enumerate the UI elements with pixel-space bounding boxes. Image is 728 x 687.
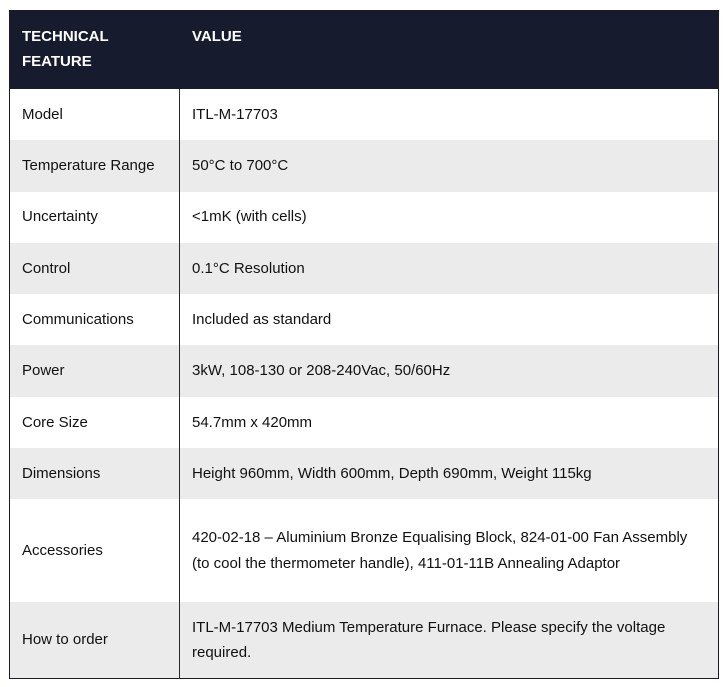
value-cell: 54.7mm x 420mm bbox=[180, 397, 719, 448]
header-row bbox=[10, 10, 719, 89]
feature-cell: Power bbox=[10, 345, 180, 396]
table-row bbox=[10, 243, 719, 294]
value-cell: 0.1°C Resolution bbox=[180, 243, 719, 294]
table-row bbox=[10, 602, 719, 678]
feature-cell: Core Size bbox=[10, 397, 180, 448]
feature-cell: Temperature Range bbox=[10, 140, 180, 191]
table-header bbox=[10, 10, 719, 89]
table-row bbox=[10, 499, 719, 602]
feature-cell: Accessories bbox=[10, 499, 180, 602]
table-row bbox=[10, 89, 719, 140]
table-row bbox=[10, 140, 719, 191]
value-cell: Height 960mm, Width 600mm, Depth 690mm, Weight 115kg bbox=[180, 448, 719, 499]
table-body bbox=[10, 89, 719, 678]
feature-cell: Uncertainty bbox=[10, 192, 180, 243]
table-row bbox=[10, 192, 719, 243]
value-cell: ITL-M-17703 bbox=[180, 89, 719, 140]
header-value: VALUE bbox=[180, 10, 719, 89]
table-row bbox=[10, 294, 719, 345]
value-cell: 3kW, 108-130 or 208-240Vac, 50/60Hz bbox=[180, 345, 719, 396]
value-cell: ITL-M-17703 Medium Temperature Furnace. Please specify the voltage required. bbox=[180, 602, 719, 678]
value-cell: 420-02-18 – Aluminium Bronze Equalising Block, 824-01-00 Fan Assembly (to cool the thermometer handle), 411-01-11B Annealing Adaptor bbox=[180, 499, 719, 602]
table-row bbox=[10, 397, 719, 448]
header-technical-feature: TECHNICAL FEATURE bbox=[10, 10, 180, 89]
value-cell: 50°C to 700°C bbox=[180, 140, 719, 191]
value-cell: Included as standard bbox=[180, 294, 719, 345]
feature-cell: Control bbox=[10, 243, 180, 294]
feature-cell: Dimensions bbox=[10, 448, 180, 499]
feature-cell: How to order bbox=[10, 602, 180, 678]
feature-cell: Model bbox=[10, 89, 180, 140]
table-row bbox=[10, 345, 719, 396]
feature-cell: Communications bbox=[10, 294, 180, 345]
table-row bbox=[10, 448, 719, 499]
value-cell: <1mK (with cells) bbox=[180, 192, 719, 243]
spec-table bbox=[9, 10, 719, 679]
